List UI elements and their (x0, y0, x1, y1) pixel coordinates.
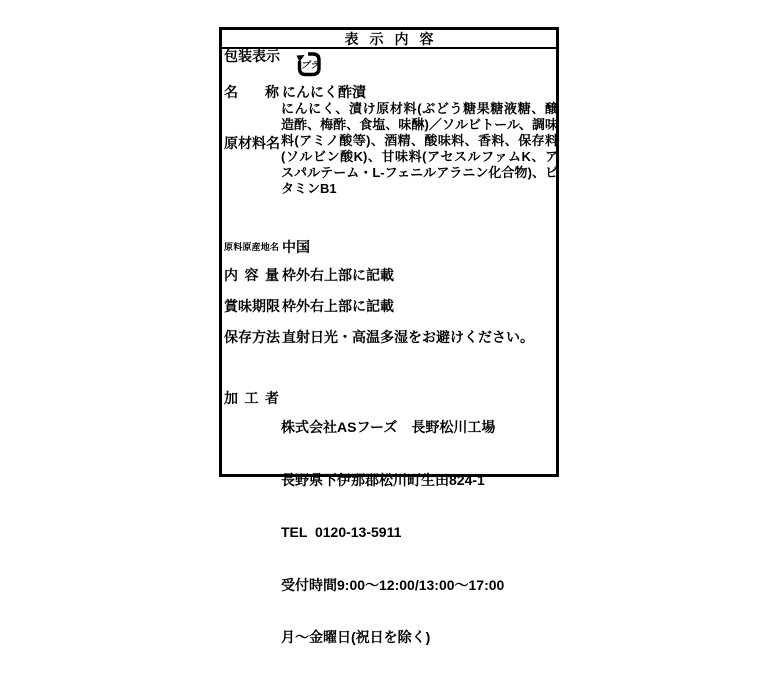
origin-value: 中国 (282, 239, 310, 255)
packaging-label: 包 装 表 示 (224, 48, 280, 64)
best-before-value: 枠外右上部に記載 (282, 298, 394, 314)
name-value: にんにく酢漬 (282, 84, 366, 100)
net-content-value: 枠外右上部に記載 (282, 267, 394, 283)
row-packaging (224, 48, 554, 64)
row-name (224, 84, 554, 100)
processor-address-line: 長野県下伊那郡松川町生田824-1 (281, 471, 485, 488)
net-content-label: 内 容 量 (224, 267, 279, 283)
row-best-before (224, 298, 554, 314)
product-label-panel (219, 27, 559, 645)
row-net-content (224, 267, 554, 283)
name-label: 名 称 (224, 84, 279, 100)
processor-days-line: 月～金曜日(祝日を除く) (281, 629, 431, 645)
plastic-mark-text: プラ (300, 60, 319, 71)
best-before-label: 賞 味 期 限 (224, 298, 280, 314)
plastic-recycling-icon (296, 50, 322, 78)
processor-label: 加 工 者 (224, 390, 279, 406)
origin-label: 原 料 原 産 地 名 (224, 242, 279, 252)
row-storage (224, 329, 554, 345)
processor-value (281, 384, 559, 682)
row-origin (224, 239, 554, 255)
panel-title: 表 示 内 容 (222, 30, 556, 49)
processor-label-wrap (224, 390, 279, 406)
ingredients-label-wrap (224, 135, 279, 151)
processor-company-line: 株式会社ASフーズ 長野松川工場 (281, 419, 496, 435)
ingredients-value: にんにく、漬け原材料(ぶどう糖果糖液糖、醸造酢、梅酢、食塩、味醂)／ソルビトール、調味料(アミノ酸等)、酒精、酸味料、香料、保存料(ソルビン酸K)、甘味料(アセスルファムK、アスパルテーム・L-フェニルアラニン化合物)、ビタミンB1 (281, 101, 558, 196)
storage-value: 直射日光・高温多湿をお避けください。 (282, 329, 534, 345)
processor-hours-line: 受付時間9:00～12:00/13:00～17:00 (281, 576, 505, 593)
storage-label: 保 存 方 法 (224, 329, 280, 345)
ingredients-label: 原 材 料 名 (224, 135, 280, 151)
processor-tel-line: TEL 0120-13-5911 (281, 524, 402, 540)
